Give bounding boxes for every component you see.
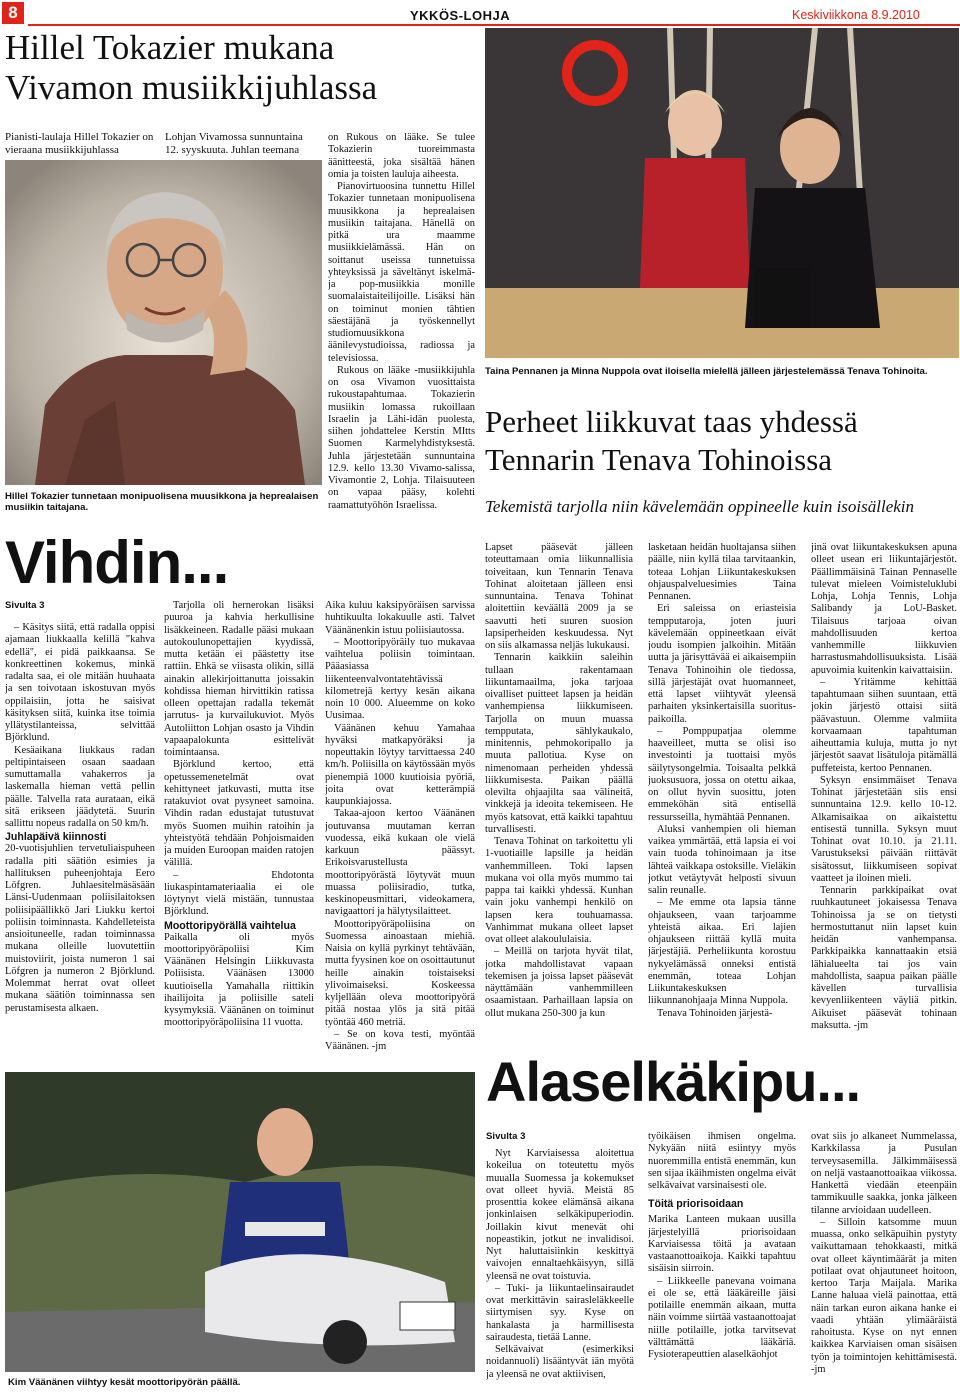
tenava-paragraph: jinä ovat liikuntakeskuksen apuna olleet usean eri liikuntajärjestöt. Päällimmäisinä Tainan Pennaselle tulevat mieleen Voimisteluklubi Lohja, Lohja Tennis, Lohja Salibandy ja LoU-Basket. Tilaisuus tarjoaa oivan mahdollisuuden kertoa vanhemmille liikkuvien harrastusmahdollisuuksista. Lisää apuvoimia kuitenkin kaivattaisiin.: [811, 542, 957, 676]
vihdin-paragraph: – Se on kova testi, myöntää Väänänen. -jm: [325, 1028, 475, 1052]
tenava-paragraph: Tenava Tohinat on tarkoitettu yli 1-vuotiaille lapsille ja heidän vanhemmilleen. Toki lapsen mukana voi olla myös mummo tai pappa tai kaikki yhdessä. Kunhan vain joku vanhempi henkilö on lapsen kera touhuamassa. Vanhimmat mukana olleet lapset ovat olleet alakoululaisia.: [485, 836, 633, 945]
tenava-subhead: Tekemistä tarjolla niin kävelemään oppineelle kuin isoisällekin: [485, 497, 915, 516]
tenava-paragraph: Lapset pääsevät jälleen toteuttamaan omia liikunnallisia toiveitaan, kun Tennarin Tenava Tohinat aloitetaan jälleen ensi sunnuntaina. Tenava Tohinat aloitettiin keväällä 2009 ja se saavutti heti suuren suosion lapsiperheiden keskuudessa. Nyt on siis alkamassa neljäs lukukausi.: [485, 542, 633, 651]
alaselka-col2: [648, 1131, 796, 1388]
alaselka-subheading: Töitä priorisoidaan: [648, 1198, 744, 1211]
alaselka-sivulta: Sivulta 3: [486, 1131, 526, 1142]
tenava-photo: [485, 28, 959, 358]
motorcycle-photo: [5, 1072, 475, 1372]
hillel-headline-line2: Vivamon musiikkijuhlassa: [5, 68, 378, 107]
vihdin-paragraph: Moottoripyöräpoliisina on Suomessa ainoastaan miehiä. Naisia on kyllä pyrkinyt tehtävään, mutta fyysinen koe on osoittautunut heille ainakin toistaiseksi ylivoimaiseksi. Koskeessa kyljellään oleva moottoripyörä pitää nostaa ylös ja sitä pitää työntää 460 metriä.: [325, 918, 475, 1028]
hillel-portrait: [5, 160, 322, 485]
alaselka-paragraph: – Liikkeelle panevana voimana ei ole se, että lääkäreille jäisi potilaille enemmän aikaan, mutta näin voimme siirtää vastaanottoajat niille potilaille, jotka tarvitsevat välttämättä lääkäriä. Fysioterapeuttien alaselkäohjot: [648, 1275, 796, 1360]
tenava-paragraph: Tennarin parkkipaikat ovat ruuhkautuneet jokaisessa Tenava Tohinoissa ja se on tietysti hermostuttanut niin lapset kuin heidän vanhempansa. Parkkipaikka kannattaakin etsiä lähialueelta tai jos vain mahdollista, saapua paikan päälle kävellen turvallisia kevyenliikenteen väyliä pitkin. Aikuiset pääsevät tohinaan maksutta. -jm: [811, 885, 957, 1031]
alaselka-paragraph: Nyt Karviaisessa aloitettua kokeilua on toteutettu myös muualla Suomessa ja kokemukset ovat olleet hyviä. Meistä 85 prosenttia kokee elämänsä aikana jonkinlaisen selkäkipuperiodin. Joillakin kivut menevät ohi nopeastikin, jotkut ne invalidisoi. Nyt haluttaisiinkin keskittyä vaivojen ennaltaehkäisyyn, sillä yleensä ne ovat toistuvia.: [486, 1148, 634, 1282]
vihdin-paragraph: Kesäaikana liukkaus radan peltipintaiseen osaan saadaan sumuttamalla vahakerros ja laskemalla hieman vettä pellin päälle. Talvella rata aurataan, eikä sitä erikseen jäädytetä. Suurin sallittu nopeus radalla on 50 km/h.: [5, 744, 155, 829]
vihdin-paragraph: Paikalla oli myös moottoripyöräpoliisi Kim Väänänen Helsingin Liikkuvasta Poliisista. Väänäsen 13000 kuutioisella Yamahalla riittikin ihailijoita ja poliisille sateli kysymyksiä. Väänänen on toiminut moottoripyöräpoliisina 11 vuotta.: [164, 931, 314, 1029]
issue-date: Keskiviikkona 8.9.2010: [792, 8, 920, 22]
paper-name: YKKÖS-LOHJA: [410, 8, 511, 23]
vihdin-subheading: Moottoripyörällä vaihtelua: [164, 919, 296, 932]
tenava-paragraph: – Yritämme kehittää tapahtumaan siihen suuntaan, että jokin järjestö ottaisi siitä päävastuun. Olemme valmiita korvaamaan tapahtuman aiheuttamia kuluja, mutta jo nyt järjestöt saavat lisätuloja pitämällä puffeteista, kertoo Pennanen.: [811, 676, 957, 774]
vihdin-paragraph: Takaa-ajoon kertoo Väänänen joutuvansa muutaman kerran vuodessa, eikä kukaan ole vielä karkuun päässyt. Erikoisvarustellusta moottoripyörästä löytyvät muun muassa poliisiradio, tutka, keskinopeusmittari, videokamera, navigaattori ja hälytysilaitteet.: [325, 808, 475, 918]
alaselka-col1: [486, 1148, 634, 1388]
page-number-badge: 8: [2, 2, 24, 24]
hillel-paragraph: Rukous on lääke -musiikkijuhla on osa Vivamon vuosittaista rukoustapahtumaa. Tokazierin musiikin lomassa rukoillaan Israelin ja Lähi-idän puolesta, siihen johdattelee Kerstin MItts Suomen Karmelyhdistyksestä. Juhla järjestetään sunnuntaina 12.9. kello 13.30 Vivamo-salissa, Vivamontie 2, Lohja. Tilaisuuteen on vapaa pääsy, kolehti raamattutyöhön Israelissa.: [328, 364, 475, 511]
header-rule: [28, 24, 960, 26]
tenava-paragraph: Syksyn ensimmäiset Tenava Tohinat järjestetään siis ensi sunnuntaina 12.9. kello 10-12. Alkamisaikaa on aikaistettu entisestä tunnilla. Syksyn muut Tohinat ovat 10.10. ja 21.11. Varustukseksi päivään riittävät sisätossut, liikkumiseen sopivat vaatteet ja iloinen mieli.: [811, 774, 957, 884]
tenava-paragraph: – Meillä on tarjota hyvät tilat, jotka mahdollistavat vapaan tekemisen ja joissa lapset pääsevät näyttämään vanhemmilleen osaamistaan. Parhaillaan lapsia on ollut mukana 250-300 ja kun: [485, 946, 633, 1019]
alaselka-paragraph: Selkävaivat (esimerkiksi noidannuoli) lisääntyvät iän myötä ja yleensä ne ovat aktiivisen,: [486, 1344, 634, 1380]
tenava-photo-caption: Taina Pennanen ja Minna Nuppola ovat iloisella mielellä jälleen järjestelemässä Tenava Tohinoita.: [485, 366, 928, 377]
tenava-headline: [485, 403, 957, 479]
alaselka-paragraph: työikäisen ihmisen ongelma. Nykyään niitä esiintyy myös nuoremmilla entistä enemmän, kun sen sijaa ikäihmisten ongelma eivät selkävaivat varsinaisesti ole.: [648, 1131, 796, 1191]
tenava-col2: [648, 542, 796, 1034]
tenava-paragraph: – Me emme ota lapsia tänne ohjaukseen, vaan tarjoamme yhteistä aikaa. Eri lajien ohjaukseen riittää kyllä muita järjestäjiä. Perheliikunta korostuu nykyelämässä onneksi entistä enemmän, toteaa Lohjan Liikuntakeskuksen liikunnanohjaaja Minna Nuppola.: [648, 897, 796, 1007]
motorcycle-caption: Kim Väänänen viihtyy kesät moottoripyörän päällä.: [8, 1377, 241, 1388]
alaselka-paragraph: ovat siis jo alkaneet Nummelassa, Karkkilassa ja Pusulan terveysasemilla. Jälkimmäisessä on neljä vastaanottoaikaa viikossa. Hankettä viedään eteenpäin tammikuulle saakka, jonka jälkeen tilanne arvioidaan uudelleen.: [811, 1131, 957, 1216]
tenava-paragraph: Aluksi vanhempien oli hieman vaikea ymmärtää, että lapsia ei voi vain tuoda tohinoimaan ja itse lähteä vaikkapa ostoksille. Vieläkin jotkut vetäytyvät helposti sivuun salin reunalle.: [648, 823, 796, 896]
tenava-paragraph: – Pomppupatjaa olemme haaveilleet, mutta se olisi iso investointi ja tuottaisi myös säilytysongelmia. Toisaalta pelkkä juoksusuora, jossa on otettu aikaa, on ollut hyvin suosittu, joten emmeköhän sitä entisellä ressursseilla, hymähtää Pennanen.: [648, 725, 796, 823]
hillel-headline-line1: Hillel Tokazier mukana: [5, 28, 335, 67]
hillel-photo-caption: Hillel Tokazier tunnetaan monipuolisena muusikkona ja heprealaisen musiikin taitajana.: [5, 491, 319, 513]
tenava-headline-line2: Tennarin Tenava Tohinoissa: [485, 442, 833, 477]
vihdin-paragraph: – Ehdotonta liukaspintamateriaalia ei ole löytynyt vielä mistään, tunnustaa Björklund.: [164, 869, 314, 918]
hillel-lead-cont: Lohjan Vivamossa sunnuntaina 12. syyskuuta. Juhlan teemana: [165, 131, 303, 156]
hillel-paragraph: Pianovirtuoosina tunnettu Hillel Tokazier tunnetaan monipuolisena muusikkona ja heprealaisen musiikin taitajana. Hänellä on pitkä ura maamme musiikkielämässä. Hän on soittanut useissa tunnetuissa yhteyksissä ja säveltänyt iskelmä- ja pop-musiikkia monille suomalaistaiteilijoille. Lisäksi hän on toiminut monien tähtien säestäjänä ja työskennellyt studiomuusikkona äänilevystudioissa, radiossa ja televisiossa.: [328, 181, 475, 364]
vihdin-headline: Vihdin...: [5, 529, 229, 596]
tenava-headline-line1: Perheet liikkuvat taas yhdessä: [485, 404, 858, 439]
tenava-paragraph: Eri saleissa on eriasteisia tempputaroja, joten juuri kävelemään oppineetkaan eivät joudu isompien jalkoihin. Mitään uutta ja järisyttävää ei aikaisempiin Tenava Tohinoihin ole tiedossa, sillä järjestäjät ovat huomanneet, että lapset viihtyvät yleensä parhaiten yksinkertaisilla suoritus-paikoilla.: [648, 603, 796, 725]
alaselka-paragraph: – Tuki- ja liikuntaelinsairaudet ovat merkittävin sairasleläkkeelle siirtymisen syy. Kyse on hankalasta ja harmillisesta sairaudesta, tietää Lanne.: [486, 1282, 634, 1343]
vihdin-col1: [5, 622, 155, 1064]
vihdin-paragraph: – Moottoripyöräily tuo mukavaa vaihtelua poliisin toimintaan. Pääasiassa liikenteenvalvontatehtävissä kilometrejä kertyy kesän aikana noin 10 000. Alueemme on koko Uusimaa.: [325, 636, 475, 722]
vihdin-subheading: Juhlapäivä kiinnosti: [5, 831, 107, 844]
hillel-headline: [5, 28, 475, 108]
vihdin-paragraph: – Käsitys siitä, että radalla oppisi ajamaan liukkaalla kelillä "kahva edellä", ei pidä paikkaansa. Se konkreettinen kokemus, minkä radalta saa, ei ole mitään huuhaata ja sen toivotaan iskostuvan myös oppilaisiin, jotta he saisivat käsityksen siitä, kuinka itse toimia yllätystilanteissa, selvittää Björklund.: [5, 622, 155, 744]
hillel-paragraph: on Rukous on lääke. Se tulee Tokazierin tuoreimmasta äänitteestä, joka sisältää hänen omia ja toisten lauluja aiheesta.: [328, 132, 475, 180]
vihdin-paragraph: Tarjolla oli hernerokan lisäksi puuroa ja kahvia herkullisine lisäkkeineen. Radalle pääsi mukaan autokoulunopettajien kyydissä, mutta ketään ei päästetty itse rattiin. Ehkä se viisasta olikin, sillä ainakin allekirjoittanutta joissakin kohdissa hieman hirvittikin ratissa olleen opettajan radalla tekemät jarrutus- ja kurvailukuviot. Myös Autoliitton Lohjan osasto ja Vihdin vapaapalokunta esittelivät toimintaansa.: [164, 600, 314, 758]
vihdin-paragraph: Björklund kertoo, että opetussemenetelmät ovat kehittyneet jatkuvasti, mutta itse ratakuviot ovat pysyneet samoina. Vihdin radan edustajat tutustuvat myös Suomen muihin ratoihin ja yhteistyötä tehdään Pohjoismaiden ja muiden Euroopan maiden ratojen välillä.: [164, 759, 314, 869]
tenava-col1: [485, 542, 633, 1034]
vihdin-paragraph: Väänänen kehuu Yamahaa hyväksi matkapyöräksi ja nopeuttakin löytyy tarvittaessa 240 km/h. Poliisilla on käytössään myös pienempiä 1000 kuutioisia pyöriä, joita ovat ketterämpiä kaupunkiajossa.: [325, 722, 475, 807]
tenava-paragraph: Tennarin kaikkiin saleihin tullaan rakentamaan liikuntamaailma, joka tarjoaa oivalliset puitteet lapsen ja heidän vanhempiensa liikkumiseen. Tarjolla on muun muassa tempputata, sählykaukalo, minitennis, pehmokoripallo ja muuta pallotiua. Kyse on nimenomaan perheiden yhdessä liikkumisesta. Paikan päällä olevilta ohjaajilta saa välineitä, vinkkejä ja ideoita tekemiseen. He myös katsovat, että kaikki tapahtuu turvallisesti.: [485, 652, 633, 835]
tenava-col3: [811, 542, 957, 1034]
vihdin-col2: [164, 600, 314, 1064]
alaselka-paragraph: – Silloin katsomme muun muassa, onko selkäpuihin pystyty vaikuttamaan tehokkaasti, mitkä ovat olleet käyntimäärät ja miten potilaat ovat ohjautuneet hoitoon, kertoo Tarja Maijala. Marika Lanne haluaa vielä painottaa, että näin tarkan euron aikana hanke ei vaadi yhtään ylimääräistä rahoitusta. Kyse on nyt ennen kaikkea Karviaisen oman sisäisen työn ja toimintojen kehittämisestä. -jm: [811, 1216, 957, 1375]
vihdin-sivulta: Sivulta 3: [5, 600, 45, 611]
vihdin-paragraph: Aika kuluu kaksipyöräisen sarvissa huhtikuulta lokakuulle asti. Talvet Väänänenkin istuu poliisiautossa.: [325, 600, 475, 636]
vihdin-col3: [325, 600, 475, 1064]
tenava-paragraph: Tenava Tohinoiden järjestä-: [657, 1007, 773, 1019]
tenava-paragraph: lasketaan heidän huoltajansa siihen päälle, niin kyllä tilaa tarvitaankin, toteaa Lohjan Liikuntakeskuksen ohjauspalveluesimies Taina Pennanen.: [648, 542, 796, 602]
vihdin-paragraph: 20-vuotisjuhlien tervetuliaispuheen radalla piti säätiön esimies ja hallituksen puheenjohtaja Eero Löfgren. Juhlaesitelmäsäsään Länsi-Uudenmaan poliisilaitoksen poliisipäällikkö Jari Liukku kertoi poliisin toiminnasta. Kahdelleteista ansioituneelle, radan toiminnassa mukana olleille luovutettiin muistoviirit, joista numeron 1 sai Löfgren ja numeron 2 Björklund. Molemmat herrat ovat olleet mukana säätiön toiminnassa sen perustamisesta alkaen.: [5, 843, 155, 1014]
alaselka-col3: [811, 1131, 957, 1388]
alaselka-paragraph: Marika Lanteen mukaan uusilla järjestelyillä priorisoidaan Karviaisessa töitä ja avataan vastaanottoaikoja. Kaikki tapahtuu sisäisin siirroin.: [648, 1214, 796, 1275]
hillel-body: [328, 132, 475, 514]
alaselka-headline: Alaselkäkipu...: [486, 1050, 861, 1113]
hillel-lead: Pianisti-laulaja Hillel Tokazier on vieraana musiikkijuhlassa: [5, 131, 154, 156]
